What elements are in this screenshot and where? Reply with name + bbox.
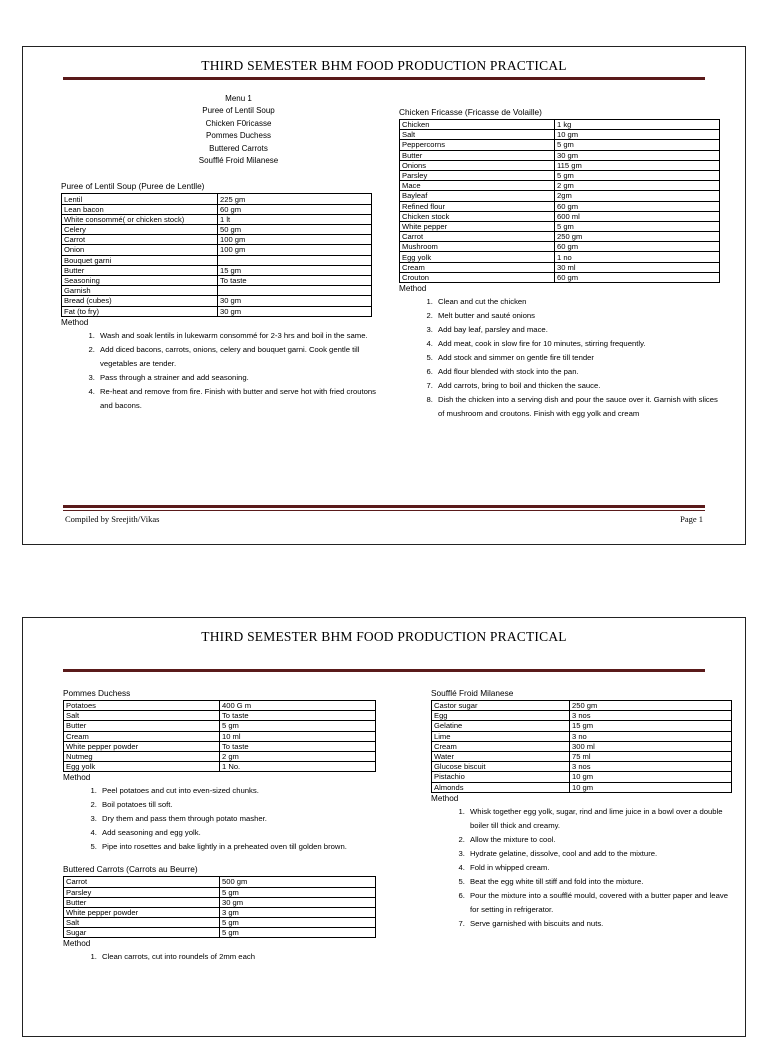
table-row (62, 245, 372, 255)
table-row (400, 242, 720, 252)
ingredient-table (399, 119, 720, 283)
ingredient-cell: Peppercorns (400, 140, 555, 150)
ingredient-cell: Lime (432, 731, 570, 741)
quantity-cell: 1 no (555, 252, 720, 262)
document-page-2 (22, 617, 746, 1037)
quantity-cell: 5 gm (555, 140, 720, 150)
method-label: Method (63, 939, 91, 949)
ingredient-cell: Salt (400, 130, 555, 140)
table-row (64, 762, 376, 772)
menu-item: Buttered Carrots (209, 143, 268, 153)
method-step: 3. Hydrate gelatine, dissolve, cool and add to the mixture. (467, 847, 737, 861)
menu-item: Pommes Duchess (206, 131, 271, 141)
quantity-cell: To taste (220, 711, 376, 721)
method-step: 4. Fold in whipped cream. (467, 861, 737, 875)
quantity-cell: 400 G m (220, 701, 376, 711)
table-row (400, 221, 720, 231)
method-label: Method (63, 773, 91, 783)
ingredient-cell: White pepper powder (64, 741, 220, 751)
table-row (64, 918, 376, 928)
ingredient-cell: Glucose biscuit (432, 762, 570, 772)
ingredient-cell: Butter (64, 721, 220, 731)
ingredient-cell: Butter (400, 150, 555, 160)
recipe-title: Soufflé Froid Milanese (431, 688, 514, 698)
table-row (62, 214, 372, 224)
ingredient-cell: Chicken stock (400, 211, 555, 221)
method-step: 1. Whisk together egg yolk, sugar, rind and lime juice in a bowl over a double boiler till thick and creamy. (467, 805, 737, 833)
ingredient-table (63, 700, 376, 772)
method-steps (63, 784, 384, 854)
quantity-cell: 5 gm (220, 928, 376, 938)
table-row (64, 701, 376, 711)
right-column (431, 688, 731, 931)
ingredient-cell: Castor sugar (432, 701, 570, 711)
recipe-title: Chicken Fricasse (Fricasse de Volaille) (399, 107, 542, 117)
quantity-cell: To taste (218, 275, 372, 285)
ingredient-cell: Bayleaf (400, 191, 555, 201)
ingredient-table (63, 876, 376, 938)
quantity-cell: 100 gm (218, 245, 372, 255)
quantity-cell: 75 ml (570, 751, 732, 761)
ingredient-cell: White consommé( or chicken stock) (62, 214, 218, 224)
ingredient-cell: Cream (64, 731, 220, 741)
table-row (62, 306, 372, 316)
table-row (64, 751, 376, 761)
method-steps (399, 295, 720, 421)
quantity-cell: 10 gm (570, 772, 732, 782)
quantity-cell: 600 ml (555, 211, 720, 221)
ingredient-cell: Mace (400, 181, 555, 191)
table-row (400, 211, 720, 221)
method-step: 2. Melt butter and sauté onions (435, 309, 720, 323)
table-row (62, 255, 372, 265)
quantity-cell: 50 gm (218, 225, 372, 235)
menu-heading: Menu 1 (225, 94, 252, 103)
table-row (64, 711, 376, 721)
menu-item: Soufflé Froid Milanese (198, 156, 279, 166)
quantity-cell: 5 gm (220, 918, 376, 928)
table-row (400, 252, 720, 262)
quantity-cell: 30 gm (218, 306, 372, 316)
table-row (432, 751, 732, 761)
ingredient-cell: Mushroom (400, 242, 555, 252)
table-row (400, 140, 720, 150)
method-step: 5. Add stock and simmer on gentle fire till tender (435, 351, 720, 365)
quantity-cell: 30 gm (555, 150, 720, 160)
table-row (400, 262, 720, 272)
table-row (400, 120, 720, 130)
method-step: 7. Add carrots, bring to boil and thicken the sauce. (435, 379, 720, 393)
left-column (63, 688, 383, 964)
ingredient-cell: Chicken (400, 120, 555, 130)
method-steps (61, 329, 377, 413)
method-steps (63, 950, 384, 964)
ingredient-cell: Crouton (400, 272, 555, 282)
table-row (64, 887, 376, 897)
quantity-cell: 250 gm (570, 701, 732, 711)
ingredient-cell: Carrot (400, 232, 555, 242)
table-row (432, 762, 732, 772)
quantity-cell: 5 gm (555, 170, 720, 180)
method-step: 8. Dish the chicken into a serving dish and pour the sauce over it. Garnish with slices of mushroom and croutons. Finish with egg yolk and cream (435, 393, 720, 421)
table-row (62, 194, 372, 204)
recipe-title: Puree of Lentil Soup (Puree de Lentlle) (61, 181, 205, 192)
ingredient-cell: Carrot (64, 877, 220, 887)
quantity-cell: 250 gm (555, 232, 720, 242)
quantity-cell: 1 kg (555, 120, 720, 130)
ingredient-cell: Carrot (62, 235, 218, 245)
quantity-cell: 30 gm (218, 296, 372, 306)
ingredient-cell: Parsley (64, 887, 220, 897)
recipe-title: Pommes Duchess (63, 688, 131, 698)
table-row (62, 265, 372, 275)
table-row (64, 731, 376, 741)
method-step: 7. Serve garnished with biscuits and nuts. (467, 917, 737, 931)
quantity-cell: 10 gm (570, 782, 732, 792)
method-label: Method (431, 793, 459, 803)
ingredient-cell: White pepper (400, 221, 555, 231)
quantity-cell (218, 286, 372, 296)
quantity-cell: 60 gm (218, 204, 372, 214)
footer-author: Compiled by Sreejith/Vikas (65, 514, 160, 524)
table-row (62, 296, 372, 306)
ingredient-cell: Lentil (62, 194, 218, 204)
table-row (62, 286, 372, 296)
ingredient-cell: Lean bacon (62, 204, 218, 214)
quantity-cell: 3 nos (570, 762, 732, 772)
quantity-cell: 30 gm (220, 897, 376, 907)
method-step: 2. Add diced bacons, carrots, onions, celery and bouquet garni. Cook gentle till vegetables are tender. (97, 343, 377, 371)
ingredient-cell: Egg (432, 711, 570, 721)
footer-rule (63, 505, 705, 508)
ingredient-cell: Onions (400, 160, 555, 170)
quantity-cell: 1 No. (220, 762, 376, 772)
quantity-cell: 300 ml (570, 741, 732, 751)
quantity-cell: To taste (220, 741, 376, 751)
table-row (64, 907, 376, 917)
method-step: 4. Add meat, cook in slow fire for 10 minutes, stirring frequently. (435, 337, 720, 351)
method-step: 2. Allow the mixture to cool. (467, 833, 737, 847)
ingredient-cell: Onion (62, 245, 218, 255)
table-row (64, 877, 376, 887)
quantity-cell: 30 ml (555, 262, 720, 272)
table-row (432, 772, 732, 782)
quantity-cell: 5 gm (555, 221, 720, 231)
ingredient-cell: Butter (64, 897, 220, 907)
method-label: Method (61, 317, 89, 327)
quantity-cell: 3 gm (220, 907, 376, 917)
ingredient-cell: Pistachio (432, 772, 570, 782)
table-row (400, 201, 720, 211)
table-row (64, 721, 376, 731)
menu-item: Chicken F0ricasse (205, 118, 272, 128)
page-title: THIRD SEMESTER BHM FOOD PRODUCTION PRACTICAL (201, 58, 567, 73)
quantity-cell: 5 gm (220, 721, 376, 731)
method-step: 1. Clean and cut the chicken (435, 295, 720, 309)
method-step: 4. Re-heat and remove from fire. Finish with butter and serve hot with fried croutons and bacons. (97, 385, 377, 413)
quantity-cell: 115 gm (555, 160, 720, 170)
table-row (400, 191, 720, 201)
quantity-cell: 2gm (555, 191, 720, 201)
quantity-cell: 10 ml (220, 731, 376, 741)
table-row (400, 150, 720, 160)
document-page-1 (22, 46, 746, 545)
method-step: 6. Add flour blended with stock into the pan. (435, 365, 720, 379)
recipe-title: Buttered Carrots (Carrots au Beurre) (63, 864, 198, 875)
ingredient-cell: Water (432, 751, 570, 761)
table-row (400, 170, 720, 180)
method-step: 2. Boil potatoes till soft. (99, 798, 384, 812)
method-step: 1. Clean carrots, cut into roundels of 2mm each (99, 950, 384, 964)
footer-rule-thin (63, 510, 705, 511)
quantity-cell: 5 gm (220, 887, 376, 897)
table-row (432, 701, 732, 711)
table-row (64, 741, 376, 751)
ingredient-cell: Butter (62, 265, 218, 275)
method-step: 3. Pass through a strainer and add seasoning. (97, 371, 377, 385)
right-column (399, 107, 719, 421)
table-row (432, 782, 732, 792)
ingredient-cell: Egg yolk (400, 252, 555, 262)
table-row (432, 731, 732, 741)
table-row (400, 272, 720, 282)
method-step: 1. Wash and soak lentils in lukewarm consommé for 2-3 hrs and boil in the same. (97, 329, 377, 343)
quantity-cell: 225 gm (218, 194, 372, 204)
method-step: 3. Dry them and pass them through potato masher. (99, 812, 384, 826)
ingredient-cell: Cream (432, 741, 570, 751)
method-step: 1. Peel potatoes and cut into even-sized chunks. (99, 784, 384, 798)
quantity-cell: 100 gm (218, 235, 372, 245)
table-row (432, 741, 732, 751)
ingredient-cell: Nutmeg (64, 751, 220, 761)
ingredient-cell: White pepper powder (64, 907, 220, 917)
header-rule (63, 669, 705, 672)
quantity-cell: 60 gm (555, 242, 720, 252)
quantity-cell: 500 gm (220, 877, 376, 887)
quantity-cell: 60 gm (555, 272, 720, 282)
menu-item: Puree of Lentil Soup (202, 106, 275, 116)
ingredient-cell: Almonds (432, 782, 570, 792)
menu-list (61, 93, 416, 167)
ingredient-table (431, 700, 732, 793)
table-row (432, 721, 732, 731)
ingredient-cell: Gelatine (432, 721, 570, 731)
quantity-cell: 3 no (570, 731, 732, 741)
table-row (400, 160, 720, 170)
ingredient-cell: Celery (62, 225, 218, 235)
table-row (64, 928, 376, 938)
ingredient-cell: Potatoes (64, 701, 220, 711)
ingredient-cell: Egg yolk (64, 762, 220, 772)
quantity-cell (218, 255, 372, 265)
method-label: Method (399, 284, 427, 293)
quantity-cell: 3 nos (570, 711, 732, 721)
method-steps (431, 805, 737, 931)
table-row (400, 232, 720, 242)
left-column (61, 93, 381, 413)
table-row (62, 204, 372, 214)
quantity-cell: 60 gm (555, 201, 720, 211)
table-row (64, 897, 376, 907)
table-row (432, 711, 732, 721)
ingredient-cell: Seasoning (62, 275, 218, 285)
method-step: 6. Pour the mixture into a soufflé mould, covered with a butter paper and leave for setting in refrigerator. (467, 889, 737, 917)
quantity-cell: 10 gm (555, 130, 720, 140)
ingredient-cell: Bread (cubes) (62, 296, 218, 306)
ingredient-cell: Salt (64, 918, 220, 928)
table-row (62, 275, 372, 285)
ingredient-cell: Sugar (64, 928, 220, 938)
ingredient-table (61, 193, 372, 316)
ingredient-cell: Parsley (400, 170, 555, 180)
quantity-cell: 15 gm (218, 265, 372, 275)
ingredient-cell: Refined flour (400, 201, 555, 211)
quantity-cell: 2 gm (220, 751, 376, 761)
table-row (62, 235, 372, 245)
quantity-cell: 1 lt (218, 214, 372, 224)
quantity-cell: 2 gm (555, 181, 720, 191)
ingredient-cell: Fat (to fry) (62, 306, 218, 316)
method-step: 5. Pipe into rosettes and bake lightly in a preheated oven till golden brown. (99, 840, 384, 854)
ingredient-cell: Cream (400, 262, 555, 272)
method-step: 4. Add seasoning and egg yolk. (99, 826, 384, 840)
table-row (400, 181, 720, 191)
ingredient-cell: Garnish (62, 286, 218, 296)
page-title: THIRD SEMESTER BHM FOOD PRODUCTION PRACTICAL (201, 629, 567, 644)
quantity-cell: 15 gm (570, 721, 732, 731)
table-row (400, 130, 720, 140)
ingredient-cell: Bouquet garni (62, 255, 218, 265)
method-step: 5. Beat the egg white till stiff and fold into the mixture. (467, 875, 737, 889)
method-step: 3. Add bay leaf, parsley and mace. (435, 323, 720, 337)
ingredient-cell: Salt (64, 711, 220, 721)
header-rule (63, 77, 705, 80)
page-number: Page 1 (680, 514, 703, 524)
table-row (62, 225, 372, 235)
